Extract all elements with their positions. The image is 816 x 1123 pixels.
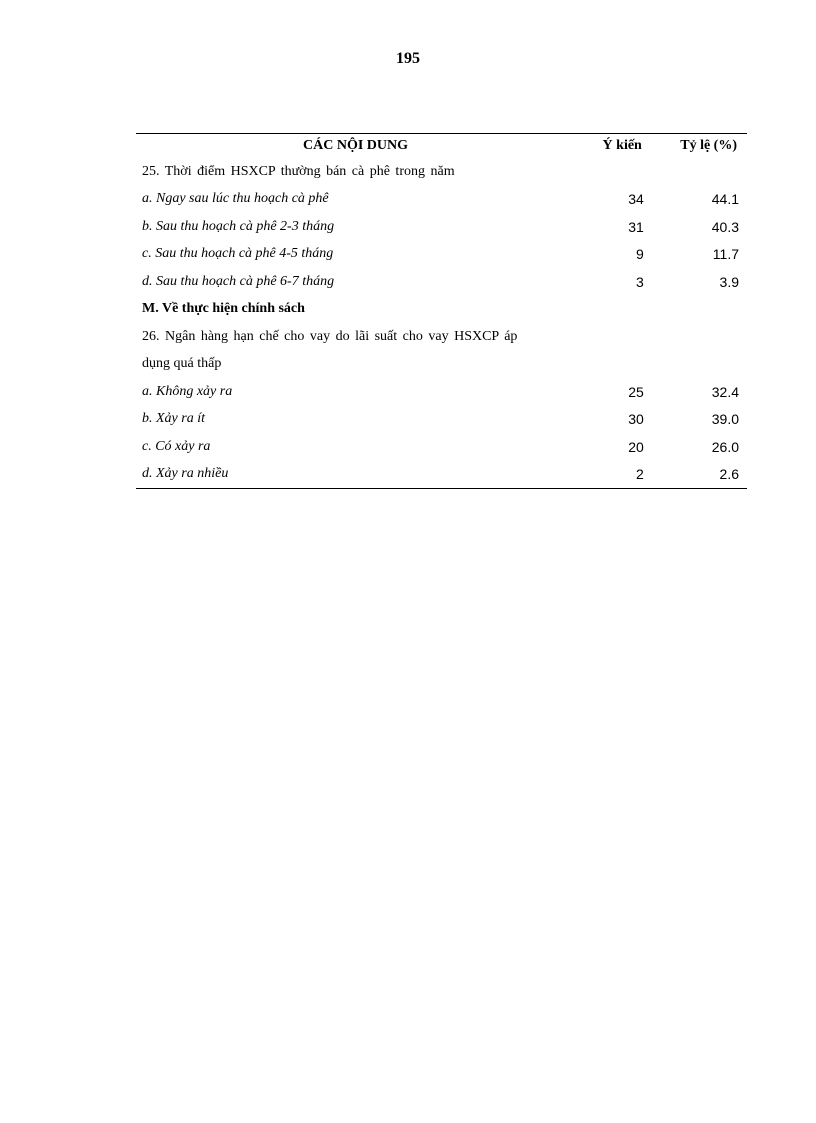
row-ykien: 34	[628, 191, 644, 208]
row-tyle: 3.9	[719, 273, 739, 290]
row-tyle: 32.4	[711, 383, 739, 400]
page-number: 195	[396, 50, 420, 67]
row-content: a. Ngay sau lúc thu hoạch cà phê	[142, 191, 329, 207]
row-tyle	[646, 351, 747, 379]
row-ykien: 31	[628, 218, 644, 235]
section-heading: M. Về thực hiện chính sách	[142, 301, 305, 317]
row-ykien: 2	[636, 466, 644, 483]
row-ykien	[575, 158, 646, 186]
table-row	[136, 378, 747, 406]
table-row	[136, 296, 747, 324]
row-ykien	[575, 323, 646, 351]
row-ykien: 25	[628, 383, 644, 400]
row-tyle: 44.1	[711, 191, 739, 208]
row-tyle	[646, 323, 747, 351]
row-tyle: 39.0	[711, 411, 739, 428]
table-row	[136, 213, 747, 241]
row-content: d. Sau thu hoạch cà phê 6-7 tháng	[142, 273, 335, 289]
row-ykien	[575, 351, 646, 379]
table-row	[136, 351, 747, 379]
header-content: CÁC NỘI DUNG	[303, 138, 408, 153]
row-tyle: 40.3	[711, 218, 739, 235]
table-row	[136, 461, 747, 489]
row-ykien: 9	[636, 246, 644, 263]
row-ykien	[575, 296, 646, 324]
row-content: b. Xảy ra ít	[142, 411, 205, 427]
row-tyle	[646, 158, 747, 186]
table-row	[136, 433, 747, 461]
row-content: a. Không xảy ra	[142, 383, 233, 399]
table-header-row	[136, 134, 747, 159]
table-row	[136, 186, 747, 214]
row-tyle	[646, 296, 747, 324]
row-content: b. Sau thu hoạch cà phê 2-3 tháng	[142, 218, 335, 234]
table-row	[136, 241, 747, 269]
header-ykien: Ý kiến	[602, 138, 642, 153]
row-ykien: 3	[636, 273, 644, 290]
row-content: c. Sau thu hoạch cà phê 4-5 tháng	[142, 246, 334, 262]
row-content: 25. Thời điểm HSXCP thường bán cà phê trong năm	[142, 163, 455, 179]
row-content: d. Xảy ra nhiều	[142, 466, 229, 482]
row-content: c. Có xảy ra	[142, 438, 211, 454]
row-tyle: 2.6	[719, 466, 739, 483]
table-row	[136, 323, 747, 351]
row-tyle: 11.7	[712, 246, 739, 263]
table-row	[136, 158, 747, 186]
row-content: dụng quá thấp	[142, 356, 222, 372]
row-ykien: 30	[628, 411, 644, 428]
row-tyle: 26.0	[711, 438, 739, 455]
row-ykien: 20	[628, 438, 644, 455]
row-content: 26. Ngân hàng hạn chế cho vay do lãi suất cho vay HSXCP áp	[142, 328, 518, 344]
table-row	[136, 406, 747, 434]
table-row	[136, 268, 747, 296]
header-tyle: Tỷ lệ (%)	[680, 138, 737, 153]
survey-table	[136, 133, 747, 489]
